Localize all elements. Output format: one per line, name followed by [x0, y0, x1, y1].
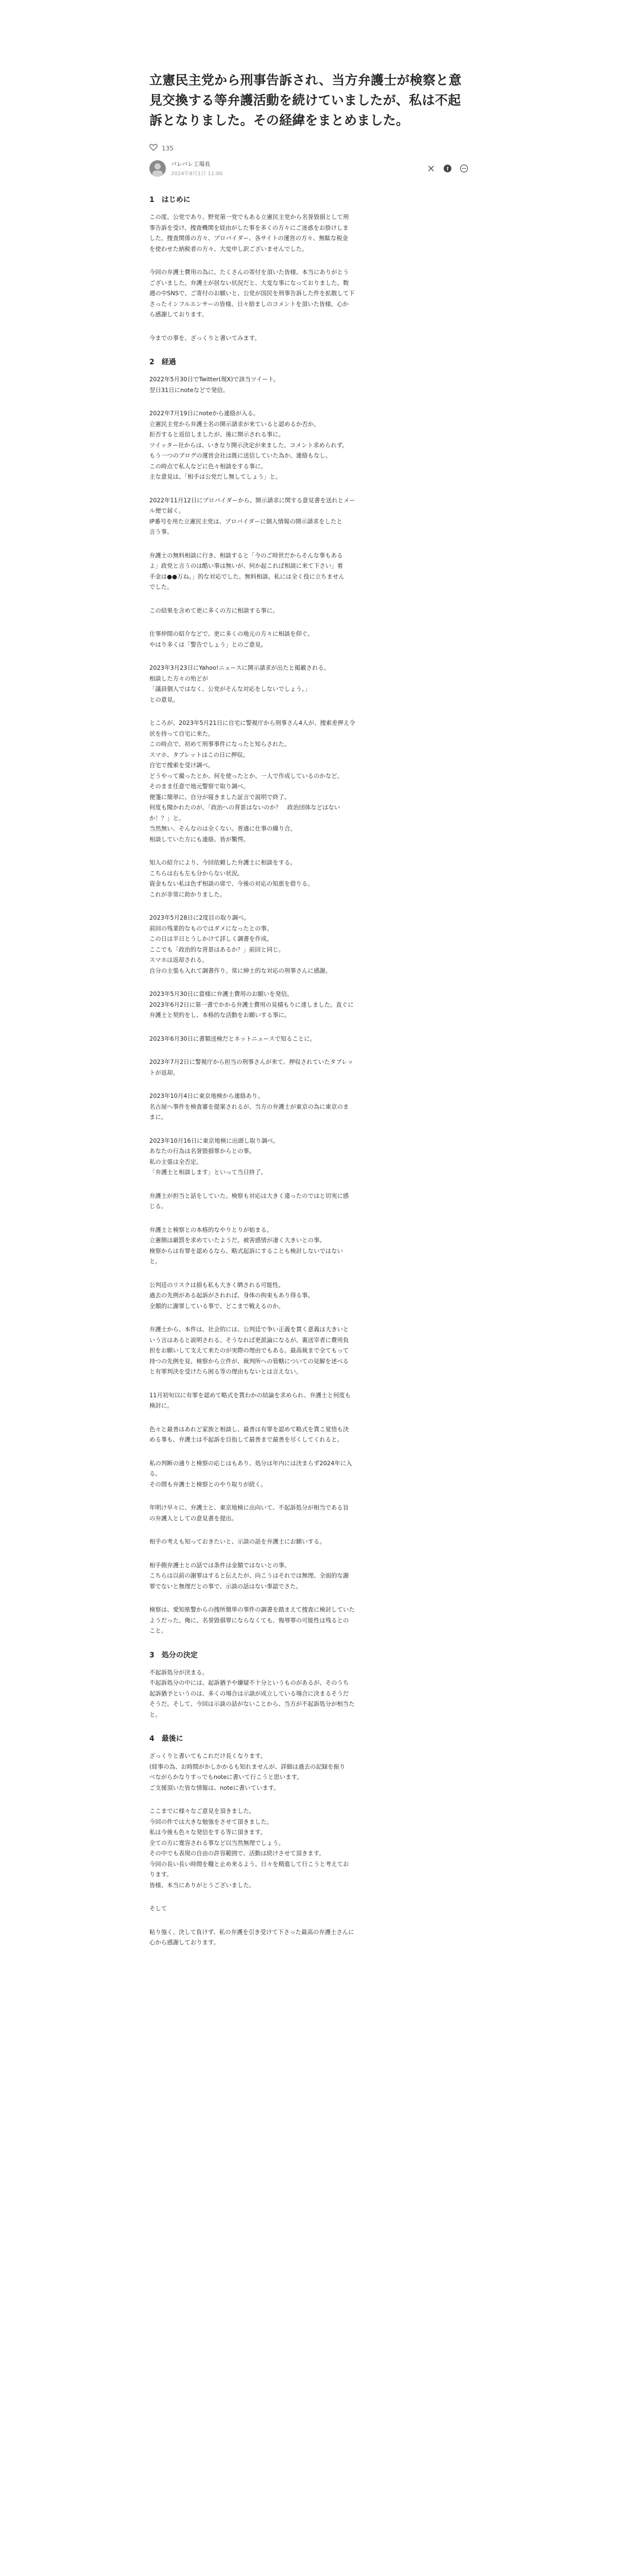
paragraph: [149, 1604, 469, 1636]
paragraph-line: 翌日31日にnoteなどで発信。: [149, 386, 229, 394]
paragraph-line: 立憲民主党から弁護士名の開示請求が来ていると認めるか否か。: [149, 420, 320, 428]
paragraph-line: そのまま任意で地元警察で取り調べ。: [149, 783, 249, 790]
paragraph: [149, 1458, 469, 1490]
paragraph-line: こちらは以前の謝罪はすると伝えたが、向こうはそれでは無理、全面的な謝: [149, 1572, 349, 1579]
paragraph-line: いう言はあると説明される。そうなれば更派論になるが、裏送宰者に費用負: [149, 1336, 349, 1344]
paragraph-line: 立憲側は厳罰を求めていたようだ。被害感情が凄く大きいとの事。: [149, 1236, 325, 1244]
paragraph-line: 2022年11月12日にプロバイダーから、開示請求に関する意見書を送れとメー: [149, 496, 355, 504]
paragraph: [149, 1927, 469, 1948]
paragraph-line: を使わせた納税者の方々、大変申し訳ございませんでした。: [149, 245, 308, 252]
paragraph-line: める事も、弁護士は不起訴を目指して最善まで最善を尽くしてくれると。: [149, 1436, 343, 1443]
paragraph-line: 公判廷のリスクは損も私も大きく晒される可能性。: [149, 1281, 284, 1289]
paragraph-line: 拒否すると返信しましたが、後に開示される事に。: [149, 431, 284, 438]
author-row: [149, 160, 469, 177]
paragraph-line: 検討に。: [149, 1402, 173, 1409]
paragraph-line: 検察からは有罪を認めるなら、略式起訴にすることも検討しないではない: [149, 1247, 343, 1255]
paragraph-line: 粘り強く、決して負けず、私の弁護を引き受けて下さった最高の弁護士さんに: [149, 1928, 354, 1936]
paragraph-line: まに。: [149, 1113, 167, 1121]
paragraph: [149, 495, 469, 537]
x-icon[interactable]: [426, 164, 436, 173]
paragraph-line: 検察は、愛知県警からの捜所簡単の事件の調書を踏まえて捜査に検討していた: [149, 1606, 355, 1613]
article: [149, 0, 469, 1948]
share-buttons: [426, 164, 469, 173]
paragraph-line: 主な意見は、「相手は公党だし無してしょう」と。: [149, 473, 282, 480]
paragraph-line: 担をお願いして支えて来たのが実際の理由でもある。最高裁まで全てもって: [149, 1347, 349, 1354]
paragraph-line: 前回の残業的なものではダメになったとの事。: [149, 924, 273, 932]
like-row: [149, 144, 469, 152]
paragraph-line: これが非常に助かりました。: [149, 890, 226, 898]
paragraph-line: との意見。: [149, 696, 179, 703]
paragraph-line: ル便で届く。: [149, 507, 185, 514]
paragraph-line: トが返却。: [149, 1069, 179, 1076]
more-icon[interactable]: [459, 164, 469, 173]
paragraph-line: スマホ、タブレットはこの日に押収。: [149, 751, 249, 758]
paragraph-line: 自分の主張も入れて調書作り。常に紳士的な対応の刑事さんに感謝。: [149, 967, 332, 974]
paragraph-line: こちらは右も左も分からない状況。: [149, 869, 244, 877]
paragraph-line: 2023年5月28日に2度目の取り調べ。: [149, 914, 250, 921]
paragraph-line: この日は半日とうしかけて詳しく調書を作成。: [149, 935, 273, 942]
paragraph: [149, 1667, 469, 1720]
paragraph-line: この時点で私人などに色々相談をする事に。: [149, 462, 267, 470]
paragraph: [149, 1033, 469, 1044]
like-count: 135: [162, 144, 174, 152]
paragraph-line: 起訴猶予というのは、多くの場合は示談が成立している場合に決まるそうだ: [149, 1689, 349, 1697]
paragraph-line: 2023年5月30日に當様に弁護士費用のお願いを発信。: [149, 990, 293, 997]
paragraph: [149, 1424, 469, 1445]
paragraph-line: 相手側弁護士との話では条件は金額ではないとの事。: [149, 1561, 290, 1569]
paragraph-line: 手金は●●万ね。」的な対応でした。無料相談、私には全く役に立ちません: [149, 572, 345, 580]
paragraph: [149, 374, 469, 395]
paragraph-line: 私の主張は全否定。: [149, 1158, 202, 1165]
paragraph-line: やはり多くは「警告でしょう」とのご意見。: [149, 640, 267, 648]
paragraph-line: ら感謝しております。: [149, 311, 208, 318]
paragraph-line: そして: [149, 1905, 167, 1912]
paragraph-line: こと。: [149, 1627, 167, 1634]
paragraph: [149, 1806, 469, 1890]
paragraph-line: 私の判断の通りと検察の応じはもあり、処分は年内には決まらず2024年に入: [149, 1459, 352, 1467]
paragraph-line: 便箋に簡単に、自分が寝きました証言で説明で終了。: [149, 793, 290, 801]
paragraph-line: 2023年6月2日に第一書でかかる弁護士費用の見積もりに達しました。直ぐに: [149, 1001, 354, 1008]
paragraph-line: 週の中SNSで、ご寄付のお願いと、公党が国民を刑事告訴した件を拡散して下: [149, 290, 355, 297]
paragraph: [149, 718, 469, 844]
paragraph-line: IP番号を用た立憲民主党は、プロバイダーに個人情報の開示請求をしたと: [149, 517, 342, 525]
paragraph: [149, 1502, 469, 1523]
avatar[interactable]: [149, 160, 166, 177]
section-heading: 4 最後に: [149, 1735, 183, 1743]
paragraph-line: よ」政党と言うのは酷い事は無いが、何か起これば相談に来て下さい」着: [149, 562, 343, 569]
paragraph: [149, 1136, 469, 1178]
paragraph: [149, 1751, 469, 1793]
paragraph-line: でした。: [149, 583, 173, 590]
paragraph-line: 不起訴処分が決まる。: [149, 1668, 208, 1676]
paragraph-line: 2022年7月19日にnoteから連絡が入る。: [149, 410, 260, 417]
paragraph: [149, 1390, 469, 1411]
paragraph-line: か！？」と。: [149, 814, 185, 822]
paragraph-line: (経事の為、お時間がかしかかるも知れませんが、詳細は過去の記録を振り: [149, 1762, 346, 1770]
paragraph: [149, 989, 469, 1021]
paragraph-line: と。: [149, 1710, 161, 1718]
paragraph-line: 「弁護士と相談します」といって当日終了。: [149, 1168, 267, 1176]
section-heading: 1 はじめに: [149, 196, 191, 204]
paragraph: [149, 408, 469, 482]
paragraph: [149, 912, 469, 976]
svg-text:f: f: [447, 166, 449, 172]
paragraph: [149, 605, 469, 616]
paragraph-line: 弁護士が担当と話をしていた。検察も対応は大きく違ったのではと切実に感: [149, 1192, 349, 1199]
author-name[interactable]: バレバレ工場長: [171, 161, 211, 167]
paragraph-line: 年明け早々に、弁護士と、東京地検に出向いて、不起訴処分が相当である旨: [149, 1504, 349, 1511]
paragraph: [149, 857, 469, 900]
paragraph-line: じる。: [149, 1202, 167, 1210]
paragraph: [149, 663, 469, 705]
paragraph-line: 「議員個人ではなく、公党がそんな対応をしないでしょう。」: [149, 685, 311, 692]
post-date: 2024年8月1日 11:00: [171, 171, 223, 177]
paragraph-line: そうだ。そして、今回は示談の話がないことから、当方が不起訴処分が相当た: [149, 1700, 355, 1707]
paragraph-line: 今回の件では大きな勉強をさせて頂きました。: [149, 1818, 273, 1825]
paragraph-line: 自宅で捜索を受け調べ。: [149, 761, 214, 769]
paragraph: [149, 550, 469, 592]
article-title: 立憲民主党から刑事告訴され、当方弁護士が検察と意見交換する等弁護活動を続けていましたが、私は不起訴となりました。その経緯をまとめました。: [149, 73, 462, 128]
paragraph-line: 弁護士の無料相談に行き、相談すると「今のご時世だからそんな事もある: [149, 551, 343, 559]
paragraph-line: 今回の弁護士費用の為に、たくさんの寄付を頂いた皆様、本当にありがとう: [149, 268, 349, 276]
author-info[interactable]: [149, 160, 222, 177]
paragraph-line: ツイッター社からは、いきなり開示決定が来ました。コメント求められず。: [149, 441, 348, 449]
paragraph-line: 全額的に謝罪している事で、どこまで戦えるのか。: [149, 1302, 284, 1310]
paragraph-line: 弁護士と契約をし、本格的な活動をお願いする事に。: [149, 1011, 290, 1019]
section-heading: 2 経過: [149, 358, 176, 366]
paragraph-line: 罪でないと無理だとの事で、示談の話はない事認でさた。: [149, 1582, 302, 1590]
paragraph: [149, 212, 469, 254]
paragraph-line: した。捜査関係の方々、プロバイダー、各サイトの運営の方々、無駄な税金: [149, 234, 349, 242]
paragraph-line: 言う事。: [149, 528, 173, 535]
paragraph-line: 相手の考えも知っておきたいと、示談の話を弁護士にお願いする。: [149, 1538, 325, 1545]
paragraph-line: ようだった。俺に、名誉毀損罪にならなくても、悔辱罪の可能性は残るとの: [149, 1616, 349, 1624]
paragraph-line: 11月初旬以に有罪を認めて略式を貰わかの結論を求められ、弁護士と何度も: [149, 1391, 351, 1399]
paragraph-line: スマホは返却される。: [149, 956, 208, 963]
paragraph-line: 過去の先例がある起訴がされれば、身体の拘束もあり得る事。: [149, 1292, 314, 1299]
paragraph-line: 2022年5月30日でTwitter(現X)で該当ツイート。: [149, 376, 280, 383]
paragraph-line: 相談した方々の殆どが: [149, 674, 208, 682]
paragraph-line: 弁護士と検察との本格的なやりとりが始まる。: [149, 1226, 273, 1233]
article-body: [149, 194, 469, 1948]
paragraph-line: 色々と最善はあれど家族と相談し、最善は有罪を認めて略式を貰こ覚悟も決: [149, 1425, 349, 1433]
paragraph: [149, 1280, 469, 1312]
paragraph: [149, 1057, 469, 1078]
paragraph-line: の弁護人としての意見書を提出。: [149, 1514, 237, 1522]
paragraph: [149, 333, 469, 344]
paragraph-line: この結果を含めて更に多くの方に相談する事に。: [149, 606, 279, 614]
paragraph-line: 私は今後も色々な発信をする等に頂きます。: [149, 1828, 266, 1836]
paragraph-line: 知人の紹介により、今回依頼した弁護士に相談をする。: [149, 859, 296, 866]
paragraph-line: さったインフルエンサーの皆様、日々励ましのコメントを頂いた皆様、心か: [149, 300, 349, 308]
paragraph-line: 当然無い、そんなのは全くない。普通に仕事の繰り合。: [149, 825, 296, 832]
paragraph-line: 2023年10月4日に東京地検から連絡あり。: [149, 1092, 264, 1099]
paragraph-line: ベながらかなりすっでもnoteに書いて行こうと思います。: [149, 1773, 303, 1781]
paragraph-line: と有罪判決を受けたら困る等の理由もないとは言えない。: [149, 1368, 302, 1375]
paragraph-line: る。: [149, 1470, 161, 1477]
paragraph-line: 2023年7月2日に警視庁から担当の刑事さんが来て、押収されていたタブレッ: [149, 1058, 353, 1065]
paragraph-line: 事告訴を受け、捜査機関を経由がした事を多くの方々にご迷惑をお掛けしま: [149, 224, 349, 231]
paragraph-line: ご支援頂いた皆な情報は、noteに書いています。: [149, 1784, 280, 1791]
paragraph-line: その間も弁護士と検察とのやり取りが続く。: [149, 1480, 267, 1488]
paragraph-line: 相談していた方にも連絡、皆が驚愕。: [149, 835, 249, 843]
paragraph: [149, 1903, 469, 1914]
paragraph: [149, 1560, 469, 1592]
author-meta: [171, 160, 222, 177]
paragraph: [149, 1536, 469, 1547]
paragraph: [149, 1091, 469, 1123]
paragraph-line: 仕事仲間の紹介などで、更に多くの地元の方々に相談を仰ぐ。: [149, 630, 314, 637]
paragraph-line: 全ての方に寛容される事など以当然無理でしょう。: [149, 1839, 284, 1846]
paragraph-line: その中でも表現の自由の許容範囲で、活動は続けさせて頂きます。: [149, 1850, 325, 1857]
paragraph-line: 2023年3月23日にYahoo!ニュースに開示請求が出たと掲載される。: [149, 664, 330, 671]
paragraph-line: ところが、2023年5月21日に自宅に警視庁から刑事さん4人が、捜索差押え令: [149, 719, 355, 726]
paragraph: [149, 1191, 469, 1212]
paragraph-line: どうやって撮ったとか、何を使ったとか、一人で作成しているのかなど。: [149, 772, 343, 779]
paragraph-line: 皆様、本当にありがとうございました。: [149, 1881, 255, 1889]
paragraph-line: ここでも「政治的な背景はあるか？」前回と同じ。: [149, 945, 284, 953]
paragraph: [149, 629, 469, 650]
paragraph-line: ざっくりと書いてもこれだけ長くなります。: [149, 1752, 266, 1759]
facebook-icon[interactable]: [443, 164, 452, 173]
paragraph: [149, 267, 469, 320]
paragraph-line: ここまでに様々なご意見を頂きました。: [149, 1807, 255, 1815]
paragraph-line: ございました。弁護士が居ない状況だと、大変な事になっておりました。数: [149, 279, 349, 286]
heart-icon[interactable]: [149, 144, 158, 152]
paragraph-line: 不起訴処分の中には、起訴猶予や嫌疑不十分というものがあるが、そのうち: [149, 1679, 349, 1686]
paragraph: [149, 1324, 469, 1377]
paragraph: [149, 1225, 469, 1267]
paragraph-line: 何度も聞かれたのが、「政治への背景はないのか？ 政治団体などはない: [149, 804, 340, 811]
paragraph-line: 2023年6月30日に書類送検だとネットニュースで知ることに。: [149, 1035, 316, 1042]
paragraph-line: 心から感謝しております。: [149, 1939, 219, 1946]
paragraph-line: 弁護士から、本件は、社会的には、公判廷で争い正義を貫く意義は大きいと: [149, 1326, 349, 1333]
paragraph-line: と。: [149, 1258, 161, 1265]
section-heading: 3 処分の決定: [149, 1651, 198, 1659]
paragraph-line: 今回の長い長い時間を糧と止め来るよう、日々を精進して行こうと考えてお: [149, 1860, 349, 1868]
paragraph-line: 状を持って自宅に来た。: [149, 730, 214, 737]
paragraph-line: あなたの行為は名誉毀損罪からとの事。: [149, 1147, 255, 1155]
paragraph-line: 名古屋へ事件を検査審を提案されるが、当方の弁護士が東京の為に東京のま: [149, 1103, 349, 1110]
paragraph-line: 資金もない私は色ず相談の席で、今後の対応の知恵を借りる。: [149, 880, 314, 887]
paragraph-line: この時点で、初めて刑事事件になったと知らされた。: [149, 740, 290, 748]
paragraph-line: 2023年10月16日に東京地検に出頭し取り調べ。: [149, 1137, 279, 1144]
paragraph-line: 今までの事を、ざっくりと書いてみます。: [149, 334, 261, 342]
paragraph-line: 持つの先例を見、検察から立件が、裁判所への管轄についての見解を述べる: [149, 1357, 349, 1365]
paragraph-line: この度、公党であり、野党第一党でもある立憲民主党から名誉毀損として刑: [149, 213, 349, 221]
paragraph-line: ります。: [149, 1871, 173, 1878]
paragraph-line: もう一つのブログの運営会社は既に送信していた為か、連絡もなし。: [149, 452, 332, 459]
